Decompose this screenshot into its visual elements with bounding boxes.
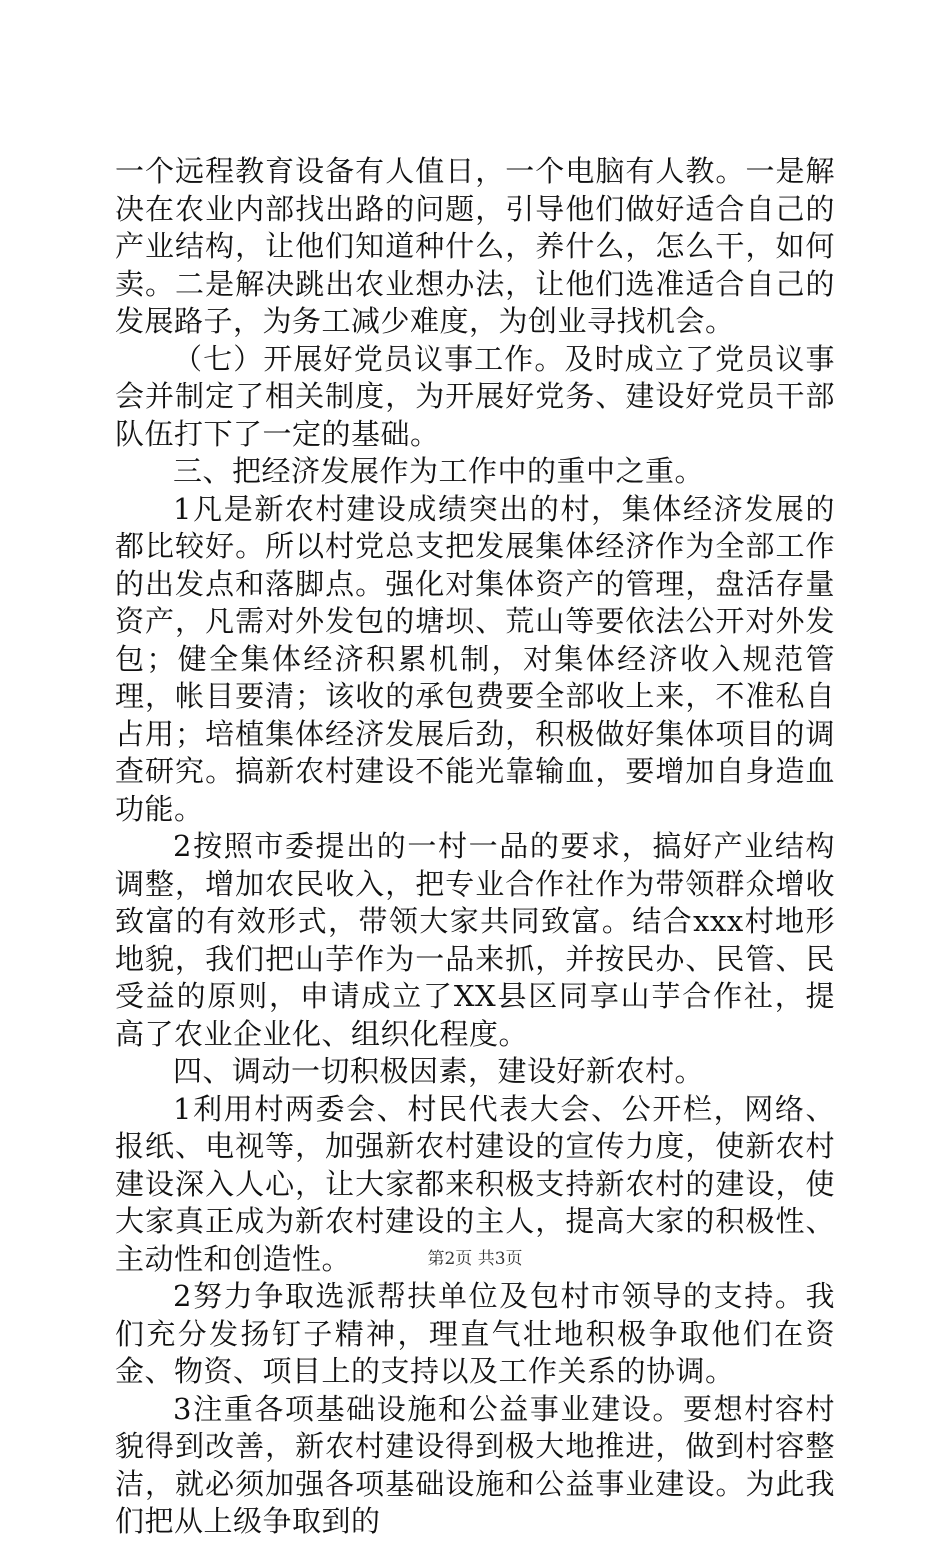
paragraph-one-village-one-product: 2按照市委提出的一村一品的要求，搞好产业结构调整，增加农民收入，把专业合作社作为带领群众增收致富的有效形式，带领大家共同致富。结合xxx村地形地貌，我们把山芋作为一品来抓，并按民办、民管、民受益的原则，申请成立了XX县区同享山芋合作社，提高了农业企业化、组织化程度。	[115, 829, 835, 1051]
paragraph-continuation: 一个远程教育设备有人值日，一个电脑有人教。一是解决在农业内部找出路的问题，引导他们做好适合自己的产业结构，让他们知道种什么，养什么，怎么干，如何卖。二是解决跳出农业想办法，让他们选准适合自己的发展路子，为务工减少难度，为创业寻找机会。	[115, 154, 835, 338]
paragraph-collective-economy: 1凡是新农村建设成绩突出的村，集体经济发展的都比较好。所以村党总支把发展集体经济作为全部工作的出发点和落脚点。强化对集体资产的管理，盘活存量资产，凡需对外发包的塘坝、荒山等要依法公开对外发包；健全集体经济积累机制，对集体经济收入规范管理，帐目要清；该收的承包费要全部收上来，不准私自占用；培植集体经济发展后劲，积极做好集体项目的调查研究。搞新农村建设不能光靠输血，要增加自身造血功能。	[115, 491, 835, 826]
heading-section-four: 四、调动一切积极因素，建设好新农村。	[173, 1054, 705, 1088]
page-footer: 第2页 共3页	[427, 1249, 523, 1269]
heading-section-three: 三、把经济发展作为工作中的重中之重。	[173, 454, 705, 488]
paragraph-section-seven: （七）开展好党员议事工作。及时成立了党员议事会并制定了相关制度，为开展好党务、建设好党员干部队伍打下了一定的基础。	[115, 341, 835, 451]
paragraph-publicity: 1利用村两委会、村民代表大会、公开栏，网络、报纸、电视等，加强新农村建设的宣传力度，使新农村建设深入人心，让大家都来积极支持新农村的建设，使大家真正成为新农村建设的主人，提高大家的积极性、主动性和创造性。	[115, 1091, 835, 1276]
paragraph-support: 2努力争取选派帮扶单位及包村市领导的支持。我们充分发扬钉子精神，理直气壮地积极争取他们在资金、物资、项目上的支持以及工作关系的协调。	[115, 1279, 835, 1388]
paragraph-infrastructure: 3注重各项基础设施和公益事业建设。要想村容村貌得到改善，新农村建设得到极大地推进，做到村容整洁，就必须加强各项基础设施和公益事业建设。为此我们把从上级争取到的	[115, 1391, 835, 1538]
document-body	[115, 153, 835, 1541]
